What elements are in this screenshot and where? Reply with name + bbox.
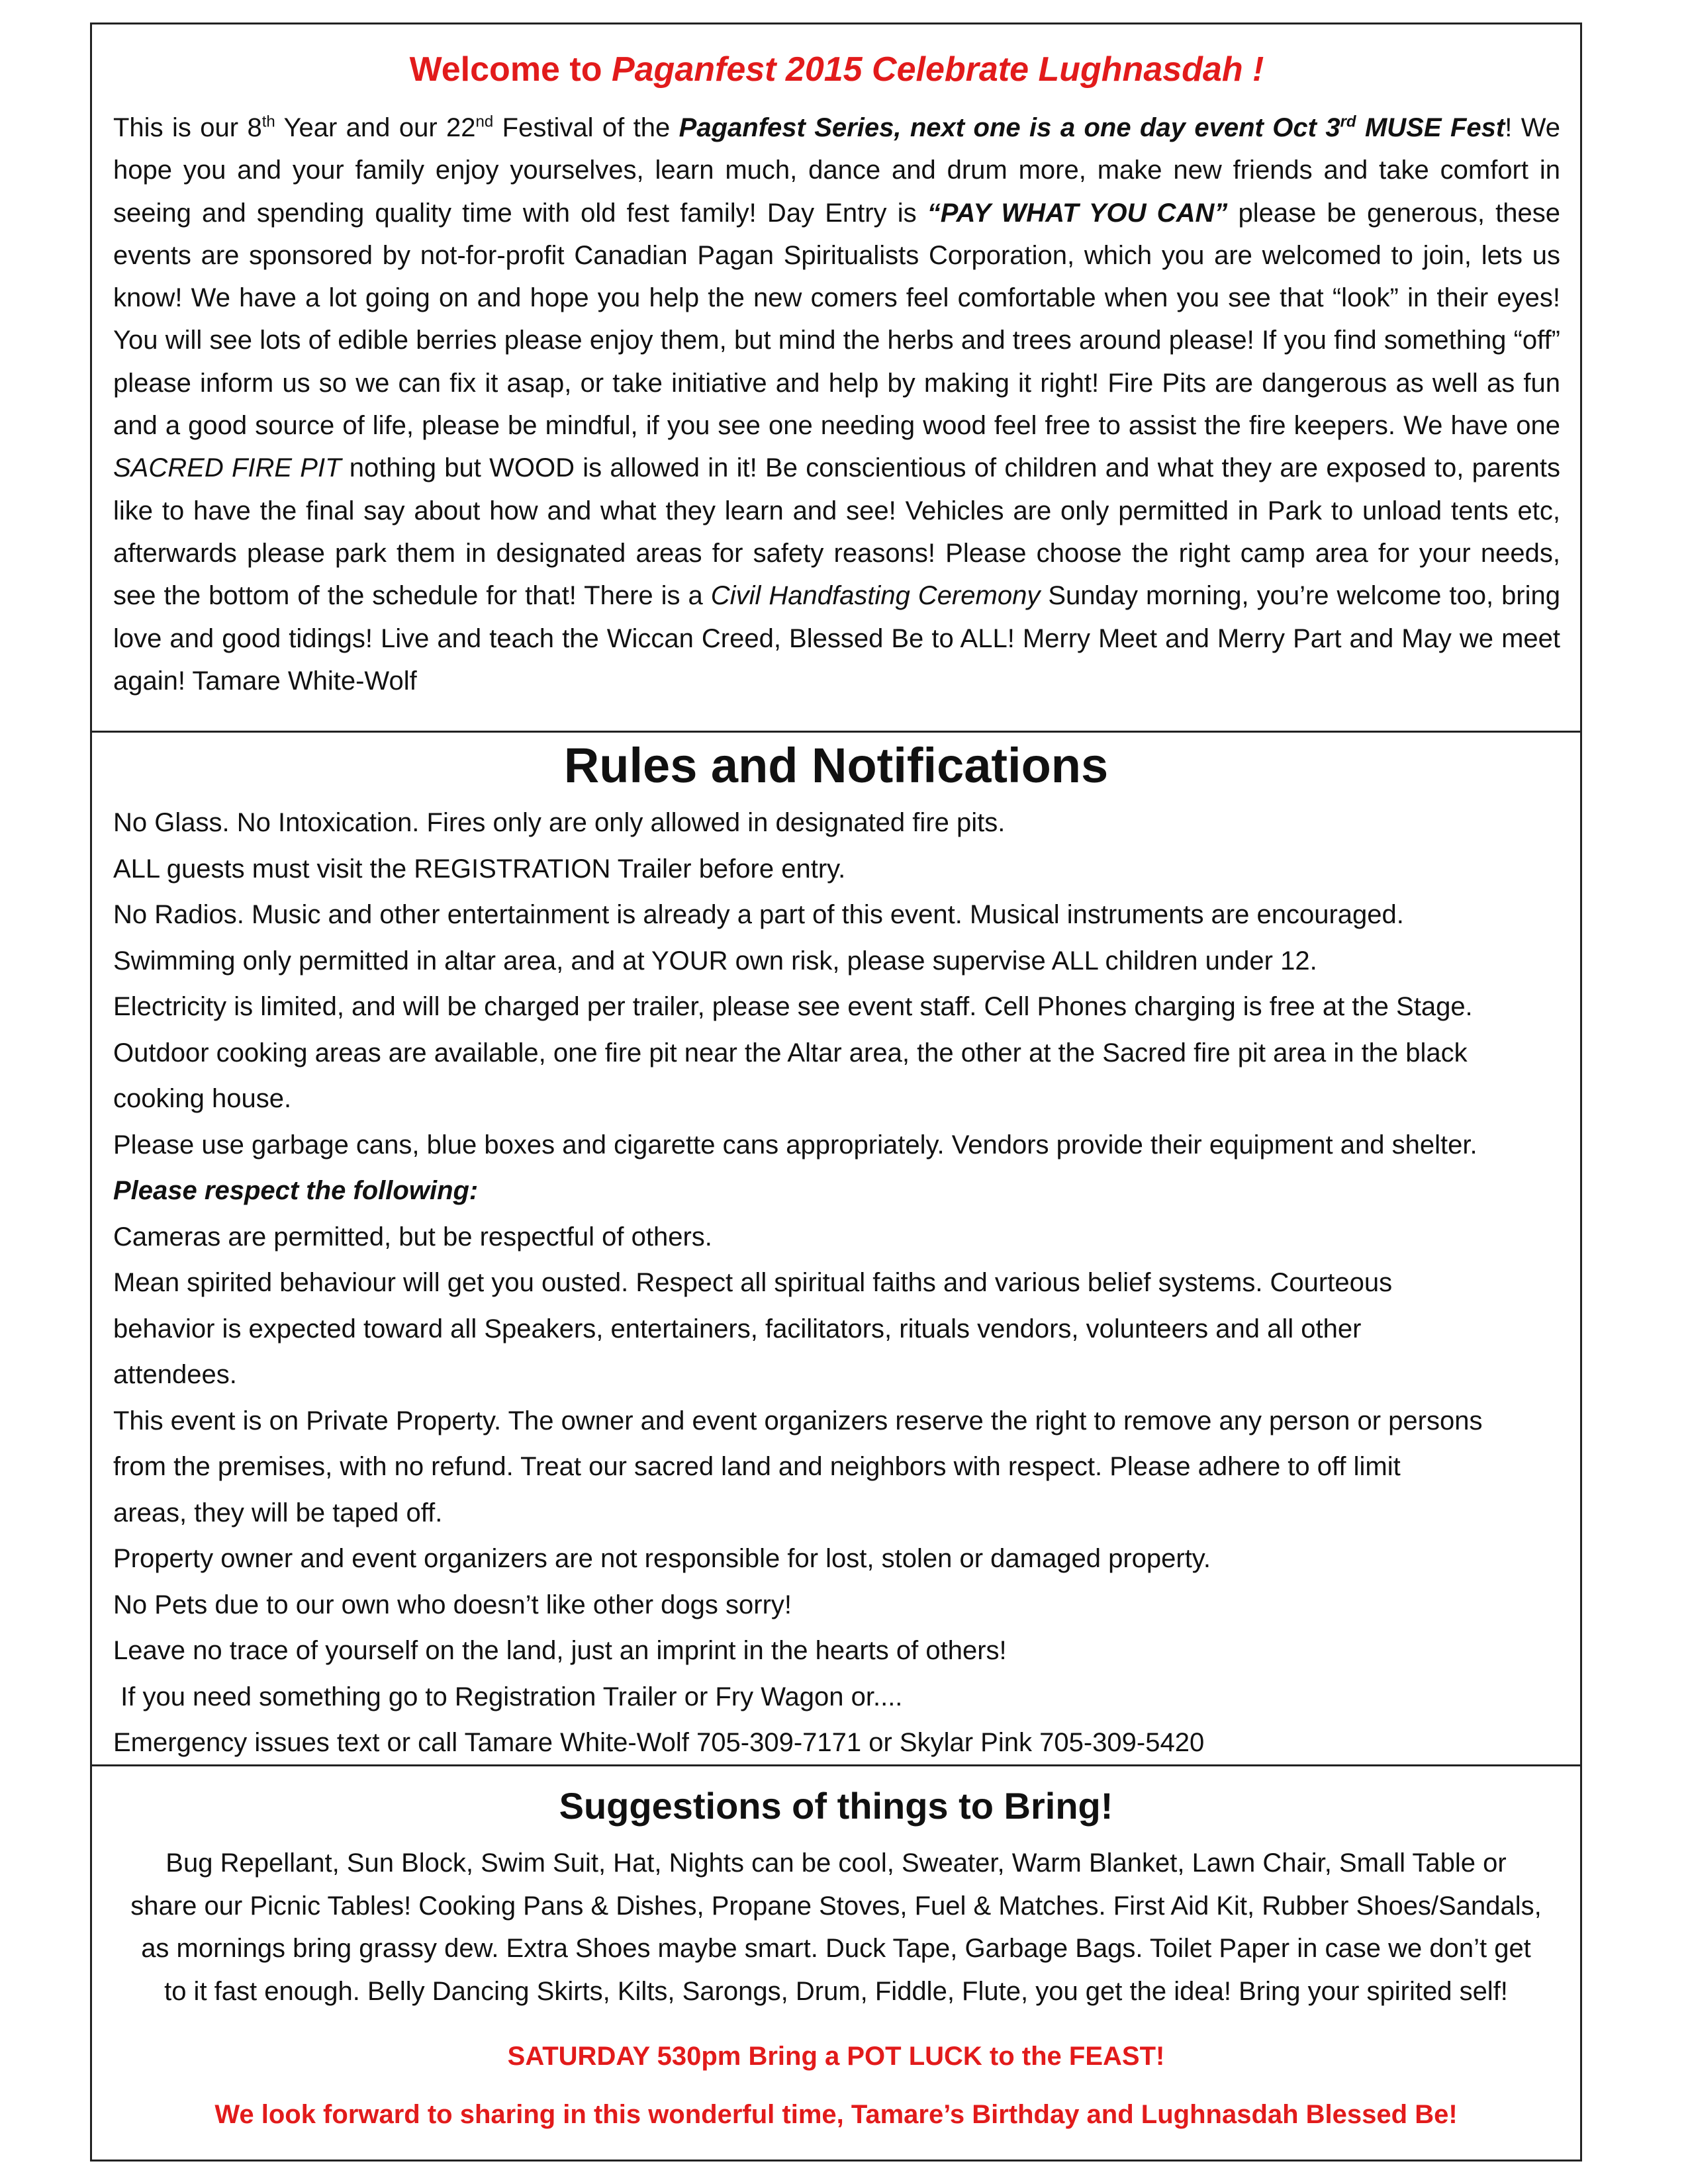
rule-line: Mean spirited behaviour will get you ousted. Respect all spiritual faiths and various belief systems. Courteous xyxy=(113,1268,1393,1297)
emergency-contact-line: Emergency issues text or call Tamare White-Wolf 705-309-7171 or Skylar Pink 705-309-5420 xyxy=(113,1728,1205,1757)
ordinal-rd: rd xyxy=(1340,113,1356,131)
rule-line: attendees. xyxy=(113,1360,237,1389)
muse-fest-emphasis: MUSE Fest xyxy=(1356,113,1505,142)
welcome-text-1: This is our 8 xyxy=(113,113,262,142)
bring-section xyxy=(90,1764,1582,2161)
rule-line: No Glass. No Intoxication. Fires only are only allowed in designated fire pits. xyxy=(113,808,1006,837)
welcome-text-6: nothing but WOOD is allowed in it! Be conscientious of children and what they are exposed to, parents like to have the final say about how and what they learn and see! Vehicles are only permitted in Park to unload tents etc, afterwards please park them in designated areas for safety reasons! Please choose the right camp area for your needs, see the bottom of the schedule for that! There is a xyxy=(113,453,1561,611)
rule-line: Outdoor cooking areas are available, one fire pit near the Altar area, the other at the Sacred fire pit area in the black xyxy=(113,1038,1468,1068)
respect-heading: Please respect the following: xyxy=(113,1176,479,1205)
bring-line: to it fast enough. Belly Dancing Skirts, Kilts, Sarongs, Drum, Fiddle, Flute, you get the idea! Bring your spirited self! xyxy=(164,1976,1508,2006)
welcome-title xyxy=(113,43,1560,96)
rule-line: ALL guests must visit the REGISTRATION Trailer before entry. xyxy=(113,854,846,884)
rule-line: cooking house. xyxy=(113,1084,292,1113)
rules-section xyxy=(90,731,1582,1791)
sacred-fire-pit: SACRED FIRE PIT xyxy=(113,453,342,483)
welcome-text-5: please be generous, these events are sponsored by not-for-profit Canadian Pagan Spiritualists Corporation, which you are welcomed to join, lets us know! We have a lot going on and hope you help the new comers feel comfortable when you see that “look” in their eyes! You will see lots of edible berries please enjoy them, but mind the herbs and trees around please! If you find something “off” please inform us so we can fix it asap, or take initiative and help by making it right! Fire Pits are dangerous as well as fun and a good source of life, please be mindful, if you see one needing wood feel free to assist the fire keepers. We have one xyxy=(113,198,1561,441)
rule-line: behavior is expected toward all Speakers, entertainers, facilitators, rituals vendors, volunteers and all other xyxy=(113,1314,1362,1343)
bring-line: as mornings bring grassy dew. Extra Shoes maybe smart. Duck Tape, Garbage Bags. Toilet Paper in case we don’t get xyxy=(141,1934,1531,1963)
rule-line: from the premises, with no refund. Treat our sacred land and neighbors with respect. Please adhere to off limit xyxy=(113,1452,1401,1481)
rule-line: Please use garbage cans, blue boxes and cigarette cans appropriately. Vendors provide their equipment and shelter. xyxy=(113,1130,1477,1160)
welcome-text-3: Festival of the xyxy=(493,113,679,142)
rule-line: Leave no trace of yourself on the land, just an imprint in the hearts of others! xyxy=(113,1636,1007,1665)
welcome-text-4: ! We hope you and your family enjoy yourselves, learn much, dance and drum more, make new friends and take comfort in seeing and spending quality time with old fest family! Day Entry is xyxy=(113,113,1561,228)
bring-title: Suggestions of things to Bring! xyxy=(559,1785,1113,1827)
rule-line: areas, they will be taped off. xyxy=(113,1498,443,1527)
civil-handfasting: Civil Handfasting Ceremony xyxy=(710,581,1041,611)
rules-title: Rules and Notifications xyxy=(563,738,1109,793)
rule-line: No Radios. Music and other entertainment is already a part of this event. Musical instruments are encouraged. xyxy=(113,900,1404,929)
rule-line: Electricity is limited, and will be charged per trailer, please see event staff. Cell Phones charging is free at the Stage. xyxy=(113,992,1473,1021)
rule-line: Cameras are permitted, but be respectful of others. xyxy=(113,1222,712,1251)
closing-message: We look forward to sharing in this wonderful time, Tamare’s Birthday and Lughnasdah Blessed Be! xyxy=(214,2100,1458,2129)
rule-line: If you need something go to Registration Trailer or Fry Wagon or.... xyxy=(113,1682,903,1711)
ordinal-nd: nd xyxy=(475,113,494,131)
welcome-title-event: Paganfest 2015 Celebrate Lughnasdah ! xyxy=(611,50,1264,89)
rule-line: Swimming only permitted in altar area, and at YOUR own risk, please supervise ALL children under 12. xyxy=(113,946,1317,976)
pay-what-you-can: “PAY WHAT YOU CAN” xyxy=(927,198,1228,228)
bring-line: share our Picnic Tables! Cooking Pans & Dishes, Propane Stoves, Fuel & Matches. First Aid Kit, Rubber Shoes/Sandals, xyxy=(130,1891,1542,1921)
bring-line: Bug Repellant, Sun Block, Swim Suit, Hat, Nights can be cool, Sweater, Warm Blanket, Lawn Chair, Small Table or xyxy=(165,1848,1507,1878)
rule-line: No Pets due to our own who doesn’t like other dogs sorry! xyxy=(113,1590,792,1619)
welcome-text-7: Sunday morning, you’re welcome too, bring love and good tidings! Live and teach the Wiccan Creed, Blessed Be to ALL! Merry Meet and Merry Part and May we meet again! Tamare White-Wolf xyxy=(113,581,1561,696)
ordinal-th: th xyxy=(261,113,275,131)
series-emphasis: Paganfest Series, next one is a one day event Oct 3 xyxy=(679,113,1340,142)
welcome-title-prefix: Welcome to xyxy=(409,50,612,89)
potluck-notice: SATURDAY 530pm Bring a POT LUCK to the FEAST! xyxy=(507,2042,1165,2071)
welcome-text-2: Year and our 22 xyxy=(275,113,476,142)
rule-line: This event is on Private Property. The owner and event organizers reserve the right to remove any person or persons xyxy=(113,1406,1483,1435)
welcome-section xyxy=(90,23,1582,733)
rule-line: Property owner and event organizers are not responsible for lost, stolen or damaged property. xyxy=(113,1544,1211,1573)
welcome-paragraph xyxy=(113,107,1560,702)
